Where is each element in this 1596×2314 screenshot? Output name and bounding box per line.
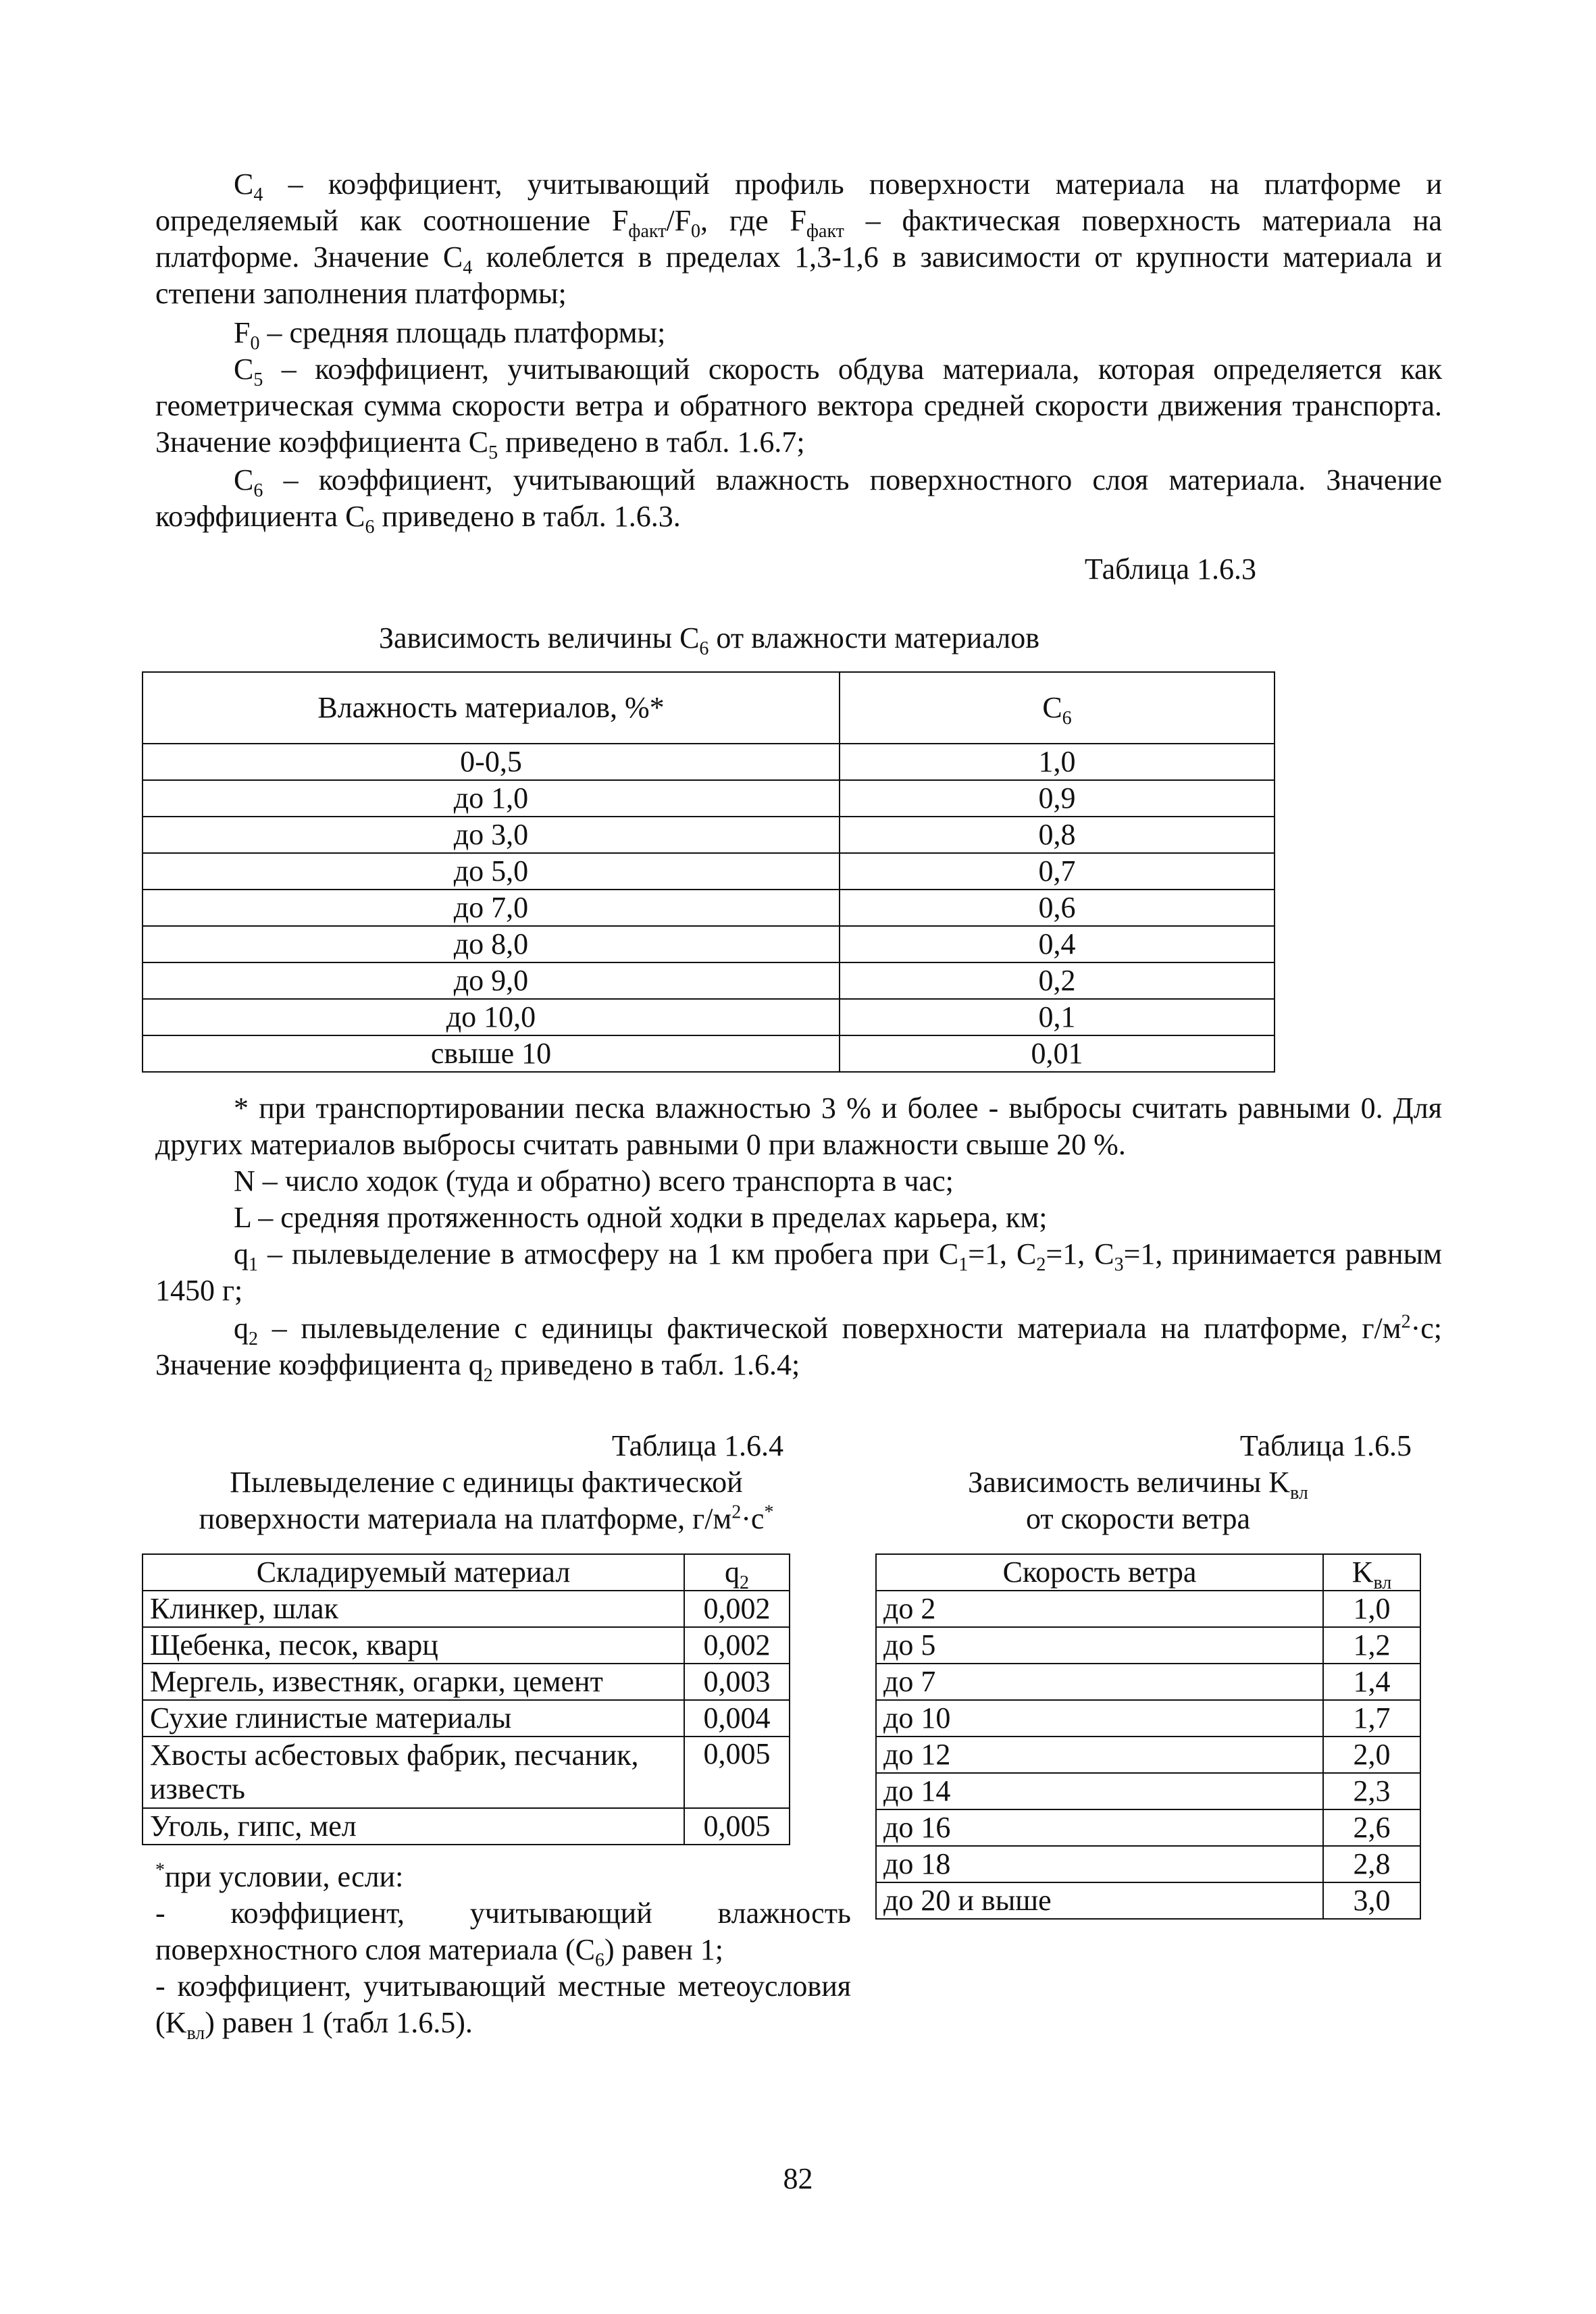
table-164-title: Пылевыделение с единицы фактической поверхности материала на платформе, $г/м^2\cdot с^*$ (199, 1466, 774, 1535)
table-cell: до 3,0 (143, 817, 840, 853)
table-cell: 0,003 (684, 1664, 790, 1700)
table-cell: 0-0,5 (143, 744, 840, 780)
table-cell: 0,005 (684, 1737, 790, 1808)
table-cell: 2,6 (1323, 1809, 1420, 1846)
table-row (143, 1737, 790, 1808)
table-cell: до 5 (876, 1627, 1323, 1664)
table-cell: до 7,0 (143, 890, 840, 926)
table-cell: до 12 (876, 1737, 1323, 1773)
table-row (876, 1773, 1420, 1809)
table-row (876, 1809, 1420, 1846)
table-cell: 0,004 (684, 1700, 790, 1737)
table-164-note-line-3: - коэффициент, учитывающий местные метеоусловия $(K_{вл})$ равен 1 (табл 1.6.5). (155, 1970, 851, 2044)
table-cell: Щебенка, песок, кварц (143, 1627, 684, 1664)
table-163-label: Таблица 1.6.3 (1084, 552, 1256, 586)
definition-q1: $q_1$ – пылевыделение в атмосферу на 1 км пробега при $C_1=1$, $C_2=1$, $C_3=1$, принимается равным 1450 г; (155, 1237, 1442, 1307)
table-cell: до 2 (876, 1591, 1323, 1627)
table-164-note (155, 1859, 851, 2044)
paragraph-c5: $C_5$ – коэффициент, учитывающий скорость обдува материала, которая определяется как геометрическая сумма скорости ветра и обратного вектора средней скорости движения транспорта. Значение коэффициента $C_5$ приведено в табл. 1.6.7; (155, 353, 1442, 463)
table-cell: 0,1 (840, 999, 1275, 1035)
table-163-note: * при транспортировании песка влажностью 3 % и более - выбросы считать равными 0. Для других материалов выбросы считать равными 0 при влажности свыше 20 %. (155, 1091, 1442, 1161)
table-164-label: Таблица 1.6.4 (611, 1429, 783, 1462)
table-cell: 2,3 (1323, 1773, 1420, 1809)
paragraph-f0: $F_0$ – средняя площадь платформы; (234, 316, 666, 354)
table-cell: до 14 (876, 1773, 1323, 1809)
table-header-cell: Влажность материалов, %* (143, 672, 840, 744)
table-cell: 0,4 (840, 926, 1275, 962)
table-cell: 0,7 (840, 853, 1275, 890)
table-164-note-line-2: - коэффициент, учитывающий влажность поверхностного слоя материала $(C_6)$ равен 1; (155, 1897, 851, 1971)
table-cell: 0,9 (840, 780, 1275, 817)
table-row (143, 780, 1275, 817)
page-number: 82 (783, 2162, 813, 2195)
table-cell: до 10,0 (143, 999, 840, 1035)
table-cell: Мергель, известняк, огарки, цемент (143, 1664, 684, 1700)
table-row (143, 1554, 790, 1591)
table-164 (142, 1553, 790, 1845)
table-cell: до 10 (876, 1700, 1323, 1737)
table-cell: 0,005 (684, 1808, 790, 1845)
table-row (876, 1846, 1420, 1882)
table-165 (875, 1553, 1421, 1920)
table-row (143, 962, 1275, 999)
table-cell: 0,6 (840, 890, 1275, 926)
table-cell: 1,7 (1323, 1700, 1420, 1737)
table-165-label: Таблица 1.6.5 (1239, 1429, 1412, 1462)
table-row (876, 1882, 1420, 1919)
table-row (143, 1664, 790, 1700)
table-row (143, 890, 1275, 926)
table-row (143, 1700, 790, 1737)
table-cell: 1,0 (840, 744, 1275, 780)
table-header-cell: $q_2$ (684, 1554, 790, 1591)
table-row (876, 1737, 1420, 1773)
table-cell: 2,8 (1323, 1846, 1420, 1882)
table-row (143, 1591, 790, 1627)
table-cell: до 1,0 (143, 780, 840, 817)
table-header-cell: Скорость ветра (876, 1554, 1323, 1591)
table-cell: до 20 и выше (876, 1882, 1323, 1919)
table-row (143, 1627, 790, 1664)
table-cell: Сухие глинистые материалы (143, 1700, 684, 1737)
table-cell: до 16 (876, 1809, 1323, 1846)
table-cell: 0,2 (840, 962, 1275, 999)
definition-q2: $q_2$ – пылевыделение с единицы фактической поверхности материала на платформе, $г/м^2\cdot с$; Значение коэффициента $q_2$ приведено в табл. 1.6.4; (155, 1311, 1442, 1386)
table-row (143, 1035, 1275, 1072)
table-cell: Клинкер, шлак (143, 1591, 684, 1627)
table-cell: до 5,0 (143, 853, 840, 890)
table-cell: до 7 (876, 1664, 1323, 1700)
table-cell: 0,002 (684, 1627, 790, 1664)
table-row (143, 1808, 790, 1845)
table-165-title: Зависимость величины $K_{вл}$ от скорости ветра (968, 1466, 1308, 1535)
table-163 (142, 671, 1275, 1073)
table-cell: 3,0 (1323, 1882, 1420, 1919)
table-cell: до 9,0 (143, 962, 840, 999)
table-row (143, 926, 1275, 962)
table-row (143, 672, 1275, 744)
table-cell: 0,01 (840, 1035, 1275, 1072)
paragraph-c4: $C_4$ – коэффициент, учитывающий профиль поверхности материала на платформе и определяемый как соотношение $F_{факт}/F_0$, где $F_{факт}$ – фактическая поверхность материала на платформе. Значение $C_4$ колеблется в пределах 1,3-1,6 в зависимости от крупности материала и степени заполнения платформы; (155, 168, 1443, 310)
table-cell: свыше 10 (143, 1035, 840, 1072)
table-cell: 2,0 (1323, 1737, 1420, 1773)
table-cell: 1,4 (1323, 1664, 1420, 1700)
table-cell: до 8,0 (143, 926, 840, 962)
table-row (876, 1627, 1420, 1664)
table-cell: Хвосты асбестовых фабрик, песчаник, известь (143, 1737, 684, 1808)
table-cell: Уголь, гипс, мел (143, 1808, 684, 1845)
table-cell: до 18 (876, 1846, 1323, 1882)
table-header-cell: $K_{вл}$ (1323, 1554, 1420, 1591)
paragraph-c6: $C_6$ – коэффициент, учитывающий влажность поверхностного слоя материала. Значение коэффициента $C_6$ приведено в табл. 1.6.3. (155, 463, 1442, 538)
table-row (143, 853, 1275, 890)
table-row (876, 1554, 1420, 1591)
table-cell: 1,0 (1323, 1591, 1420, 1627)
table-164-note-line-1: *при условии, если: (155, 1859, 404, 1893)
table-header-cell: Складируемый материал (143, 1554, 684, 1591)
table-header-cell: $C_6$ (840, 672, 1275, 744)
table-163-title: Зависимость величины $C_6$ от влажности материалов (379, 621, 1039, 659)
table-row (143, 999, 1275, 1035)
table-cell: 0,002 (684, 1591, 790, 1627)
table-cell: 1,2 (1323, 1627, 1420, 1664)
table-row (876, 1591, 1420, 1627)
table-row (876, 1700, 1420, 1737)
table-row (143, 817, 1275, 853)
table-row (143, 744, 1275, 780)
definition-l: L – средняя протяженность одной ходки в пределах карьера, км; (234, 1201, 1048, 1234)
table-cell: 0,8 (840, 817, 1275, 853)
definition-n: N – число ходок (туда и обратно) всего транспорта в час; (234, 1164, 954, 1198)
table-row (876, 1664, 1420, 1700)
